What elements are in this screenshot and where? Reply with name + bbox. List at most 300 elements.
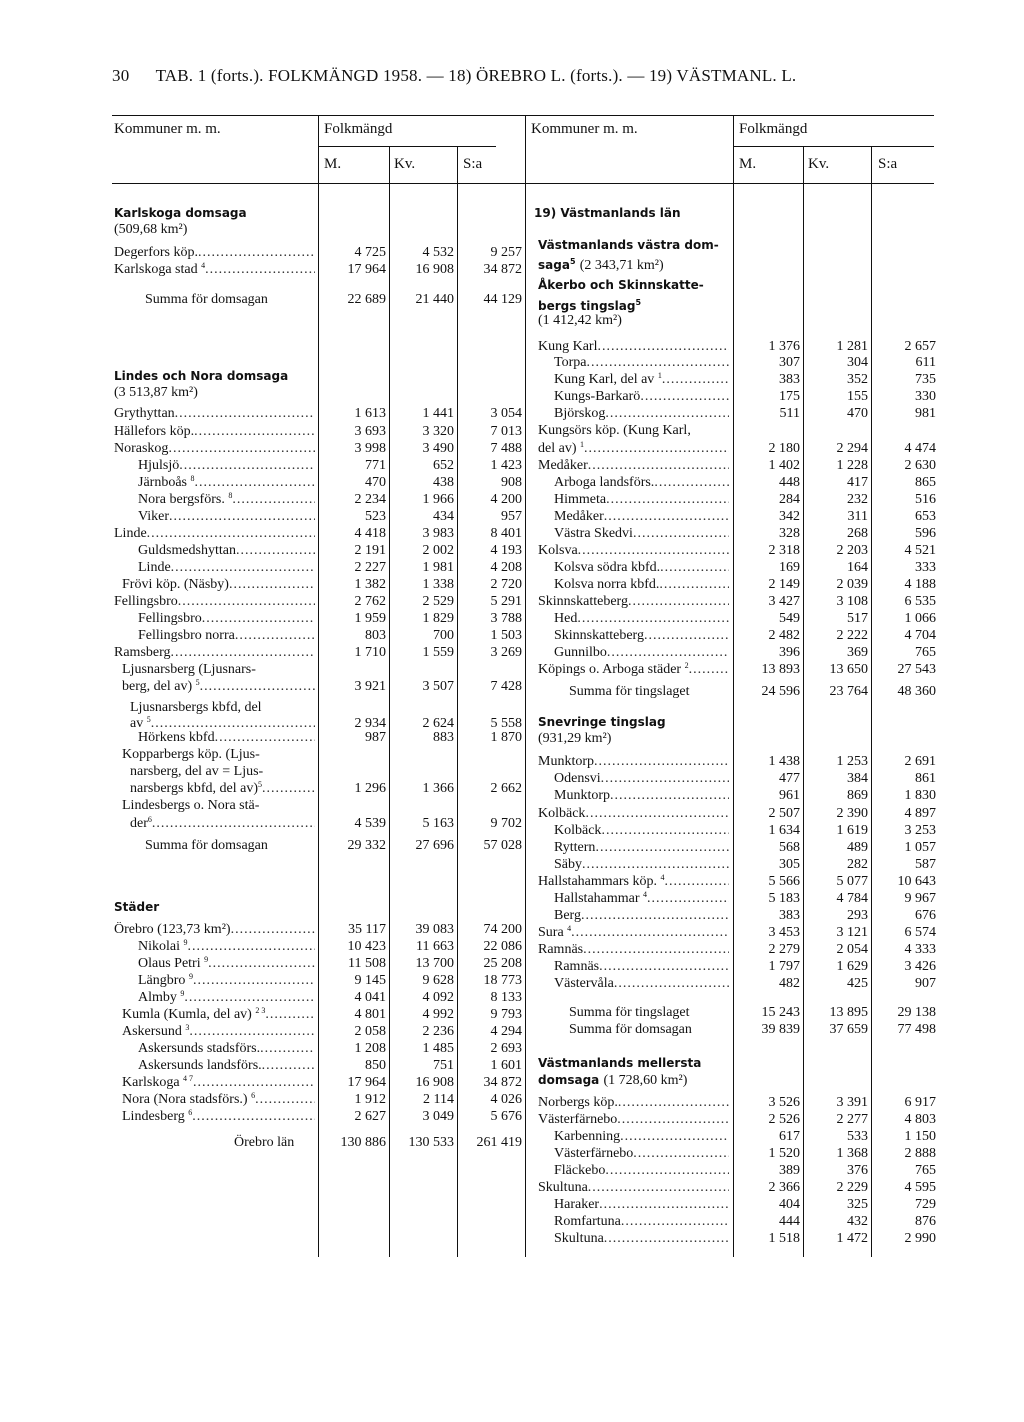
cell-sa: 4 521 — [904, 543, 936, 558]
col-header-kv: Kv. — [394, 156, 416, 172]
cell-kv: 13 895 — [829, 1005, 868, 1020]
table-row — [0, 788, 1024, 804]
page-title: TAB. 1 (forts.). FOLKMÄNGD 1958. — 18) ÖREBRO L. (forts.). — 19) VÄSTMANL. L. — [155, 66, 797, 85]
cell-kv: 2 039 — [836, 577, 868, 592]
row-name: Karbenning ..... — [554, 1129, 729, 1145]
row-name: Nora bergsförs. $^8$ ..... — [138, 492, 315, 508]
section-title: Städer — [114, 900, 160, 914]
cell-m: 1 296 — [354, 781, 386, 796]
cell-m: 482 — [779, 976, 800, 991]
cell-kv: 2 002 — [422, 543, 454, 558]
row-name: Hed ..... — [554, 611, 729, 627]
cell-m: 2 627 — [354, 1109, 386, 1124]
cell-sa: 2 888 — [904, 1146, 936, 1161]
table-row — [0, 1231, 1024, 1247]
summary-label: Summa för domsagan — [569, 1022, 692, 1037]
cell-sa: 596 — [915, 526, 936, 541]
cell-sa: 4 704 — [904, 628, 936, 643]
cell-sa: 4 474 — [904, 441, 936, 456]
cell-m: 22 689 — [347, 292, 386, 307]
cell-m: 1 634 — [768, 823, 800, 838]
cell-m: 549 — [779, 611, 800, 626]
cell-m: 803 — [365, 628, 386, 643]
section-title: 19) Västmanlands län — [534, 206, 681, 220]
section-title: Lindes och Nora domsaga — [114, 369, 289, 383]
cell-kv: 293 — [847, 908, 868, 923]
row-name: Munktorp ..... — [538, 754, 729, 770]
table-row — [0, 942, 1024, 958]
cell-kv: 37 659 — [829, 1022, 868, 1037]
cell-kv: 369 — [847, 645, 868, 660]
cell-m: 2 762 — [354, 594, 386, 609]
cell-sa: 22 086 — [483, 939, 522, 954]
cell-m: 24 596 — [761, 684, 800, 699]
cell-kv: 1 981 — [422, 560, 454, 575]
table-row — [0, 1007, 1024, 1023]
section-title: Västmanlands västra dom- — [538, 238, 719, 252]
cell-sa: 29 138 — [897, 1005, 936, 1020]
cell-sa: 44 129 — [483, 292, 522, 307]
section-area: (509,68 km²) — [114, 222, 188, 237]
cell-sa: 7 428 — [490, 679, 522, 694]
cell-kv: 2 294 — [836, 441, 868, 456]
cell-kv: 1 368 — [836, 1146, 868, 1161]
cell-sa: 8 133 — [490, 990, 522, 1005]
cell-kv: 2 624 — [422, 716, 454, 731]
cell-m: 2 058 — [354, 1024, 386, 1039]
cell-kv: 1 281 — [836, 339, 868, 354]
col-header-sa: S:a — [463, 156, 483, 172]
row-text-line: Lindesbergs o. Nora stä- — [122, 798, 260, 813]
cell-kv: 434 — [433, 509, 454, 524]
row-name: berg, del av) $^5$ ..... — [122, 679, 315, 695]
cell-m: 284 — [779, 492, 800, 507]
cell-sa: 333 — [915, 560, 936, 575]
cell-sa: 1 870 — [490, 730, 522, 745]
table-top-rule — [112, 115, 934, 116]
cell-m: 5 183 — [768, 891, 800, 906]
section-area: (1 412,42 km²) — [538, 313, 622, 328]
row-name: Kolsva norra kbfd. ..... — [554, 577, 729, 593]
summary-label: Summa för domsagan — [145, 292, 268, 307]
row-name: Askersund $^3$ ..... — [122, 1024, 315, 1040]
cell-m: 1 520 — [768, 1146, 800, 1161]
row-name: Västerfärnebo ..... — [538, 1112, 729, 1128]
row-name: Askersunds landsförs. ..... — [138, 1058, 315, 1074]
cell-kv: 2 222 — [836, 628, 868, 643]
col-header-folkmangd: Folkmängd — [739, 121, 808, 137]
cell-sa: 676 — [915, 908, 936, 923]
cell-kv: 282 — [847, 857, 868, 872]
cell-kv: 3 983 — [422, 526, 454, 541]
right-subheader-rule — [733, 146, 934, 147]
cell-m: 1 710 — [354, 645, 386, 660]
cell-kv: 3 121 — [836, 925, 868, 940]
cell-sa: 4 294 — [490, 1024, 522, 1039]
row-name: Munktorp ..... — [554, 788, 729, 804]
table-row — [0, 611, 1024, 627]
cell-kv: 533 — [847, 1129, 868, 1144]
cell-kv: 11 663 — [416, 939, 454, 954]
table-row — [0, 1146, 1024, 1162]
table-row — [0, 560, 1024, 576]
cell-sa: 74 200 — [483, 922, 522, 937]
cell-kv: 5 163 — [422, 816, 454, 831]
row-name: Romfartuna ..... — [554, 1214, 729, 1230]
cell-m: 404 — [779, 1197, 800, 1212]
cell-m: 396 — [779, 645, 800, 660]
row-name: Kungs-Barkarö ..... — [554, 389, 729, 405]
cell-kv: 21 440 — [415, 292, 454, 307]
cell-kv: 5 077 — [836, 874, 868, 889]
table-row — [0, 1058, 1024, 1074]
row-name: Degerfors köp. ..... — [114, 245, 315, 261]
cell-kv: 3 490 — [422, 441, 454, 456]
table-row — [0, 925, 1024, 941]
row-name: Medåker ..... — [554, 509, 729, 525]
page-header — [112, 66, 796, 86]
row-name: Hallstahammar $^4$ ..... — [554, 891, 729, 907]
table-row — [0, 1129, 1024, 1145]
table-row — [0, 594, 1024, 610]
row-name: Järnboås $^8$ ..... — [138, 475, 315, 491]
cell-kv: 1 253 — [836, 754, 868, 769]
cell-sa: 3 788 — [490, 611, 522, 626]
cell-sa: 4 208 — [490, 560, 522, 575]
row-name: Gunnilbo ..... — [554, 645, 729, 661]
table-row — [0, 509, 1024, 525]
cell-m: 342 — [779, 509, 800, 524]
table-row — [0, 339, 1024, 355]
cell-kv: 2 277 — [836, 1112, 868, 1127]
cell-m: 4 539 — [354, 816, 386, 831]
cell-sa: 1 601 — [490, 1058, 522, 1073]
cell-kv: 2 203 — [836, 543, 868, 558]
cell-kv: 304 — [847, 355, 868, 370]
cell-kv: 311 — [847, 509, 868, 524]
cell-m: 1 376 — [768, 339, 800, 354]
table-row — [0, 771, 1024, 787]
cell-sa: 861 — [915, 771, 936, 786]
cell-kv: 1 619 — [836, 823, 868, 838]
cell-m: 4 418 — [354, 526, 386, 541]
cell-m: 307 — [779, 355, 800, 370]
table-row — [0, 1180, 1024, 1196]
row-text-line: narsberg, del av = Ljus- — [130, 764, 264, 779]
cell-kv: 2 529 — [422, 594, 454, 609]
row-name: Hörkens kbfd ..... — [138, 730, 315, 746]
left-subheader-rule — [318, 146, 496, 147]
cell-kv: 3 507 — [422, 679, 454, 694]
cell-sa: 729 — [915, 1197, 936, 1212]
summary-label: Summa för tingslaget — [569, 1005, 690, 1020]
cell-sa: 27 543 — [897, 662, 936, 677]
cell-kv: 27 696 — [415, 838, 454, 853]
row-name: Björskog ..... — [554, 406, 729, 422]
table-row — [0, 526, 1024, 542]
cell-m: 2 526 — [768, 1112, 800, 1127]
cell-sa: 10 643 — [897, 874, 936, 889]
row-text-line: Kopparbergs köp. (Ljus- — [122, 747, 260, 762]
cell-sa: 7 013 — [490, 424, 522, 439]
cell-sa: 3 253 — [904, 823, 936, 838]
row-name: Fellingsbro ..... — [138, 611, 315, 627]
cell-sa: 4 333 — [904, 942, 936, 957]
row-name: Frövi köp. (Näsby) ..... — [122, 577, 315, 593]
section-title: domsaga (1 728,60 km²) — [538, 1073, 688, 1088]
cell-sa: 4 803 — [904, 1112, 936, 1127]
cell-kv: 13 700 — [415, 956, 454, 971]
row-name: Norbergs köp. ..... — [538, 1095, 729, 1111]
row-name: Arboga landsförs. ..... — [554, 475, 729, 491]
cell-sa: 2 720 — [490, 577, 522, 592]
table-row — [0, 754, 1024, 770]
cell-m: 4 801 — [354, 1007, 386, 1022]
cell-m: 2 149 — [768, 577, 800, 592]
cell-sa: 2 630 — [904, 458, 936, 473]
summary-label: Summa för tingslaget — [569, 684, 690, 699]
cell-kv: 376 — [847, 1163, 868, 1178]
cell-sa: 77 498 — [897, 1022, 936, 1037]
cell-m: 1 959 — [354, 611, 386, 626]
row-name: Askersunds stadsförs. ..... — [138, 1041, 315, 1057]
cell-kv: 1 441 — [422, 406, 454, 421]
cell-kv: 1 228 — [836, 458, 868, 473]
cell-m: 3 526 — [768, 1095, 800, 1110]
row-name: Västra Skedvi ..... — [554, 526, 729, 542]
cell-m: 2 279 — [768, 942, 800, 957]
cell-kv: 155 — [847, 389, 868, 404]
cell-m: 1 402 — [768, 458, 800, 473]
row-name: Ramnäs ..... — [538, 942, 729, 958]
cell-m: 470 — [365, 475, 386, 490]
cell-m: 3 998 — [354, 441, 386, 456]
cell-kv: 2 236 — [422, 1024, 454, 1039]
row-text-line: Ljusnarsberg (Ljusnars- — [122, 662, 256, 677]
cell-sa: 765 — [915, 1163, 936, 1178]
cell-m: 617 — [779, 1129, 800, 1144]
cell-sa: 2 657 — [904, 339, 936, 354]
cell-sa: 34 872 — [483, 262, 522, 277]
cell-m: 3 427 — [768, 594, 800, 609]
cell-m: 383 — [779, 372, 800, 387]
cell-sa: 34 872 — [483, 1075, 522, 1090]
cell-m: 17 964 — [347, 262, 386, 277]
cell-kv: 489 — [847, 840, 868, 855]
cell-m: 1 518 — [768, 1231, 800, 1246]
cell-sa: 261 419 — [476, 1135, 522, 1150]
cell-m: 17 964 — [347, 1075, 386, 1090]
table-row — [0, 959, 1024, 975]
cell-kv: 1 485 — [422, 1041, 454, 1056]
row-name: Grythyttan ..... — [114, 406, 315, 422]
row-name: Ramsberg ..... — [114, 645, 315, 661]
cell-kv: 16 908 — [415, 262, 454, 277]
table-row — [0, 908, 1024, 924]
row-name: Nikolai $^9$ ..... — [138, 939, 315, 955]
row-name: Örebro (123,73 km²) ..... — [114, 922, 315, 938]
cell-m: 2 234 — [354, 492, 386, 507]
cell-m: 175 — [779, 389, 800, 404]
cell-kv: 751 — [433, 1058, 454, 1073]
row-name: Längbro $^9$ ..... — [138, 973, 315, 989]
row-name: Olaus Petri $^9$ ..... — [138, 956, 315, 972]
row-name: Linde ..... — [138, 560, 315, 576]
table-row — [0, 441, 1024, 457]
cell-m: 130 886 — [340, 1135, 386, 1150]
table-row — [0, 840, 1024, 856]
row-name: Almby $^9$ ..... — [138, 990, 315, 1006]
row-name: Säby ..... — [554, 857, 729, 873]
cell-kv: 2 054 — [836, 942, 868, 957]
cell-kv: 2 390 — [836, 806, 868, 821]
cell-m: 15 243 — [761, 1005, 800, 1020]
cell-kv: 1 629 — [836, 959, 868, 974]
row-name: Viker ..... — [138, 509, 315, 525]
cell-sa: 1 066 — [904, 611, 936, 626]
cell-m: 2 934 — [354, 716, 386, 731]
cell-m: 5 566 — [768, 874, 800, 889]
row-name: Kung Karl ..... — [538, 339, 729, 355]
row-name: Nora (Nora stadsförs.) $^6$ ..... — [122, 1092, 315, 1108]
row-name: Hällefors köp. ..... — [114, 424, 315, 440]
cell-m: 389 — [779, 1163, 800, 1178]
row-name: Kolbäck ..... — [554, 823, 729, 839]
row-name: Skultuna ..... — [554, 1231, 729, 1247]
cell-sa: 6 535 — [904, 594, 936, 609]
table-row — [0, 458, 1024, 474]
summary-label: Summa för domsagan — [145, 838, 268, 853]
row-name: Karlskoga stad $^4$ ..... — [114, 262, 315, 278]
col-header-kv: Kv. — [808, 156, 830, 172]
cell-sa: 981 — [915, 406, 936, 421]
cell-m: 2 191 — [354, 543, 386, 558]
table-row — [0, 577, 1024, 593]
cell-kv: 3 320 — [422, 424, 454, 439]
table-row — [0, 245, 1024, 261]
cell-sa: 18 773 — [483, 973, 522, 988]
cell-sa: 1 423 — [490, 458, 522, 473]
cell-sa: 3 269 — [490, 645, 522, 660]
cell-m: 523 — [365, 509, 386, 524]
cell-m: 1 912 — [354, 1092, 386, 1107]
cell-sa: 9 967 — [904, 891, 936, 906]
summary-label: Örebro län — [234, 1135, 295, 1150]
row-name: Linde ..... — [114, 526, 315, 542]
cell-kv: 1 559 — [422, 645, 454, 660]
cell-kv: 417 — [847, 475, 868, 490]
cell-sa: 4 200 — [490, 492, 522, 507]
cell-kv: 4 992 — [422, 1007, 454, 1022]
table-row — [0, 806, 1024, 822]
cell-sa: 8 401 — [490, 526, 522, 541]
table-row — [0, 645, 1024, 661]
cell-m: 850 — [365, 1058, 386, 1073]
table-row — [0, 1024, 1024, 1040]
table-row — [0, 990, 1024, 1006]
cell-m: 2 227 — [354, 560, 386, 575]
cell-sa: 2 693 — [490, 1041, 522, 1056]
cell-sa: 6 917 — [904, 1095, 936, 1110]
cell-kv: 9 628 — [422, 973, 454, 988]
row-name: Kumla (Kumla, del av) $^{2 3}$ ..... — [122, 1007, 315, 1023]
table-row — [0, 857, 1024, 873]
cell-sa: 516 — [915, 492, 936, 507]
cell-m: 568 — [779, 840, 800, 855]
cell-sa: 4 026 — [490, 1092, 522, 1107]
table-row — [0, 424, 1024, 440]
cell-kv: 268 — [847, 526, 868, 541]
cell-m: 328 — [779, 526, 800, 541]
cell-m: 1 438 — [768, 754, 800, 769]
cell-kv: 13 650 — [829, 662, 868, 677]
table-row — [0, 730, 1024, 746]
cell-kv: 700 — [433, 628, 454, 643]
table-row — [0, 389, 1024, 405]
row-name: Lindesberg $^6$ ..... — [122, 1109, 315, 1125]
row-name: der$^6$ ..... — [130, 816, 315, 832]
row-name: av $^5$ ..... — [130, 716, 315, 732]
row-name: Skinnskatteberg ..... — [554, 628, 729, 644]
cell-m: 305 — [779, 857, 800, 872]
table-row — [0, 543, 1024, 559]
col-header-m: M. — [739, 156, 757, 172]
cell-m: 29 332 — [347, 838, 386, 853]
table-row — [0, 891, 1024, 907]
table-row — [0, 1163, 1024, 1179]
row-name: narsbergs kbfd, del av)$^5$ ..... — [130, 781, 315, 797]
cell-kv: 517 — [847, 611, 868, 626]
row-name: Noraskog ..... — [114, 441, 315, 457]
cell-sa: 4 188 — [904, 577, 936, 592]
cell-kv: 1 472 — [836, 1231, 868, 1246]
row-name: Medåker ..... — [538, 458, 729, 474]
table-row — [0, 475, 1024, 491]
cell-m: 771 — [365, 458, 386, 473]
table-row — [0, 262, 1024, 278]
cell-m: 4 041 — [354, 990, 386, 1005]
row-name: Hjulsjö ..... — [138, 458, 315, 474]
section-title: saga$^5$ (2 343,71 km²) — [538, 257, 664, 273]
cell-sa: 587 — [915, 857, 936, 872]
cell-sa: 876 — [915, 1214, 936, 1229]
cell-sa: 4 595 — [904, 1180, 936, 1195]
row-name: Berg ..... — [554, 908, 729, 924]
table-row — [0, 492, 1024, 508]
section-area: (3 513,87 km²) — [114, 385, 198, 400]
header-bottom-rule — [112, 183, 934, 184]
cell-m: 13 893 — [761, 662, 800, 677]
section-title: Snevringe tingslag — [538, 715, 666, 729]
cell-sa: 2 662 — [490, 781, 522, 796]
cell-sa: 653 — [915, 509, 936, 524]
row-text-line: Ljusnarsbergs kbfd, del — [130, 700, 262, 715]
cell-m: 169 — [779, 560, 800, 575]
cell-kv: 883 — [433, 730, 454, 745]
cell-kv: 232 — [847, 492, 868, 507]
table-row — [0, 1214, 1024, 1230]
row-name: Fellingsbro ..... — [114, 594, 315, 610]
col-header-folkmangd: Folkmängd — [324, 121, 393, 137]
section-title: Karlskoga domsaga — [114, 206, 247, 220]
cell-m: 1 208 — [354, 1041, 386, 1056]
cell-m: 444 — [779, 1214, 800, 1229]
row-name: Kolbäck ..... — [538, 806, 729, 822]
cell-sa: 6 574 — [904, 925, 936, 940]
row-name: Himmeta ..... — [554, 492, 729, 508]
col-header-m: M. — [324, 156, 342, 172]
cell-kv: 432 — [847, 1214, 868, 1229]
